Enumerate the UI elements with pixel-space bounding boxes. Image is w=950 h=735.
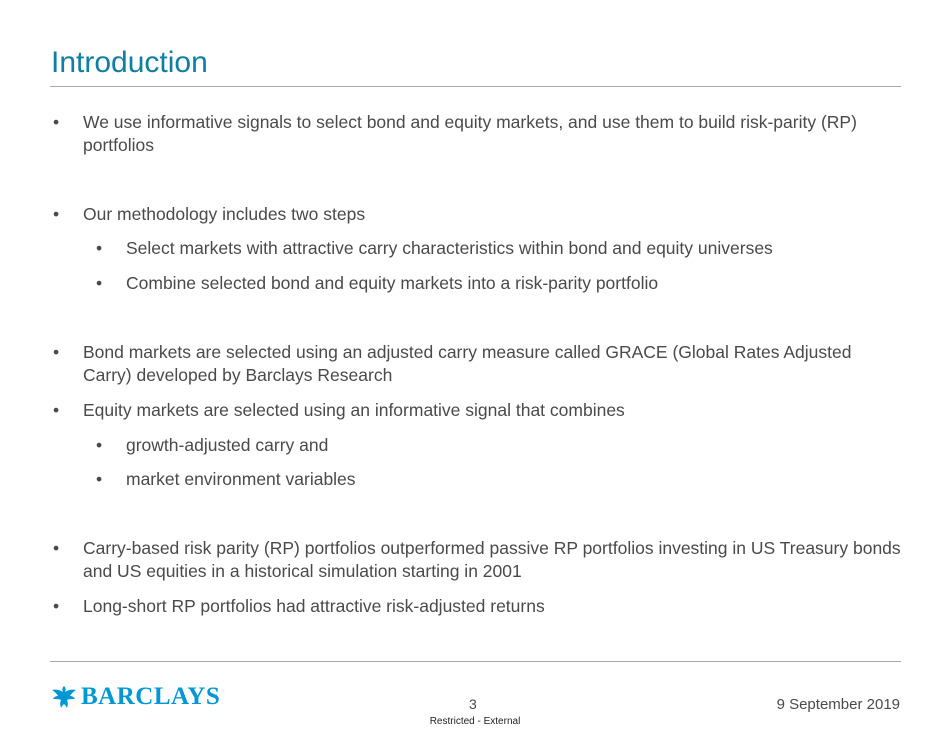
bullet-text: Carry-based risk parity (RP) portfolios outperformed passive RP portfolios investing in US Treasury bonds and US equities in a historical simulation starting in 2001 [83,538,901,581]
bullet-item [53,537,901,583]
logo-wordmark: BARCLAYS [81,683,221,710]
sub-bullet-item [96,272,901,295]
classification-label: Restricted - External [429,716,521,727]
bullet-item [53,203,901,226]
bullet-marker: • [53,538,60,558]
bullet-text: We use informative signals to select bond and equity markets, and use them to build risk-parity (RP) portfolios [83,112,857,155]
title-divider [50,86,901,87]
bullet-item [53,399,901,422]
slide-date: 9 September 2019 [776,696,900,713]
sub-bullet-item [96,237,901,260]
sub-bullet-item [96,468,901,491]
bullet-marker: • [96,238,103,258]
bullet-marker: • [53,342,60,362]
bullet-text: growth-adjusted carry and [126,435,329,455]
bullet-marker: • [53,596,60,616]
bullet-item [53,341,901,387]
slide-title: Introduction [51,46,208,79]
bullet-marker: • [53,112,60,132]
bullet-marker: • [53,204,60,224]
bullet-item [53,595,901,618]
bullet-marker: • [96,273,103,293]
bullet-text: Our methodology includes two steps [83,204,366,224]
bullet-text: market environment variables [126,469,356,489]
bullet-text: Combine selected bond and equity markets into a risk-parity portfolio [126,273,659,293]
bullet-marker: • [53,400,60,420]
bullet-item [53,111,901,157]
bullet-text: Equity markets are selected using an informative signal that combines [83,400,625,420]
bullet-marker: • [96,469,103,489]
sub-bullet-item [96,434,901,457]
bullet-marker: • [96,435,103,455]
bullet-text: Select markets with attractive carry characteristics within bond and equity universes [126,238,773,258]
barclays-logo [51,684,220,710]
eagle-icon [51,684,77,710]
bullet-text: Bond markets are selected using an adjusted carry measure called GRACE (Global Rates Adjusted Carry) developed by Barclays Research [83,342,852,385]
bullet-text: Long-short RP portfolios had attractive risk-adjusted returns [83,596,545,616]
footer-divider [50,661,901,662]
page-number: 3 [469,696,477,712]
